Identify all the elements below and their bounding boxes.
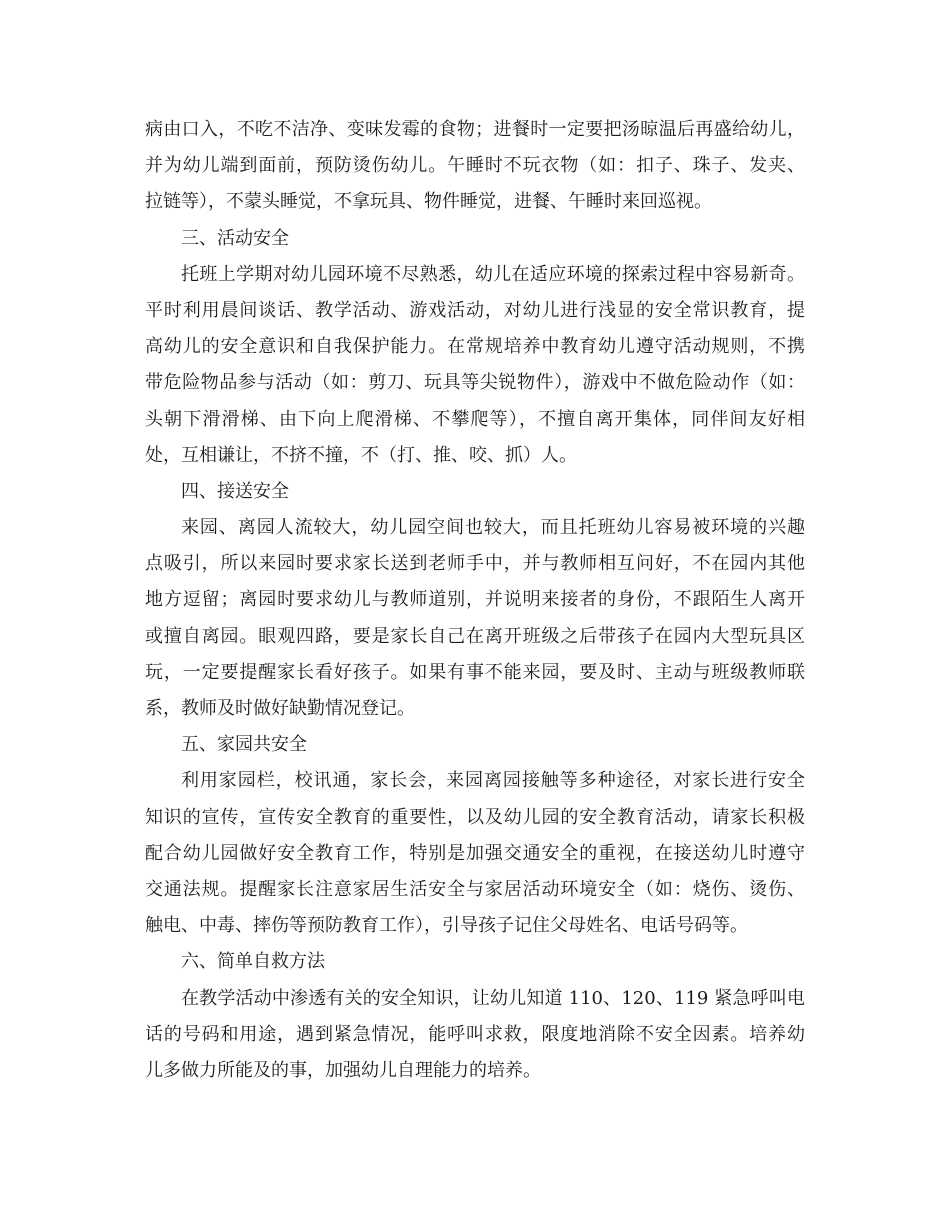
paragraph-line: 利用家园栏，校讯通，家长会，来园离园接触等多种途径，对家长进行安全: [181, 770, 805, 792]
paragraph-line: 平时利用晨间谈话、教学活动、游戏活动，对幼儿进行浅显的安全常识教育，提: [145, 299, 805, 321]
paragraph-line: 高幼儿的安全意识和自我保护能力。在常规培养中教育幼儿遵守活动规则，不携: [145, 336, 805, 358]
section-heading: 六、简单自救方法: [181, 951, 325, 973]
paragraph-line: 带危险物品参与活动（如：剪刀、玩具等尖锐物件），游戏中不做危险动作（如：: [145, 372, 805, 394]
paragraph-line: 交通法规。提醒家长注意家居生活安全与家居活动环境安全（如：烧伤、烫伤、: [145, 878, 805, 900]
paragraph-line: 配合幼儿园做好安全教育工作，特别是加强交通安全的重视，在接送幼儿时遵守: [145, 842, 805, 864]
section-heading: 五、家园共安全: [181, 734, 307, 756]
paragraph-line: 托班上学期对幼儿园环境不尽熟悉，幼儿在适应环境的探索过程中容易新奇。: [181, 263, 805, 285]
document-body: [145, 112, 805, 1089]
paragraph-line: 知识的宣传，宣传安全教育的重要性，以及幼儿园的安全教育活动，请家长积极: [145, 806, 805, 828]
paragraph-line: 话的号码和用途，遇到紧急情况，能呼叫求救，限度地消除不安全因素。培养幼: [145, 1023, 805, 1045]
paragraph-line: 系，教师及时做好缺勤情况登记。: [145, 698, 415, 719]
section-heading: 四、接送安全: [181, 480, 289, 502]
paragraph-line: 点吸引，所以来园时要求家长送到老师手中，并与教师相互问好，不在园内其他: [145, 553, 805, 575]
paragraph-line: 来园、离园人流较大，幼儿园空间也较大，而且托班幼儿容易被环境的兴趣: [181, 517, 805, 539]
paragraph-line: 拉链等），不蒙头睡觉，不拿玩具、物件睡觉，进餐、午睡时来回巡视。: [145, 191, 712, 213]
paragraph-line: 在教学活动中渗透有关的安全知识，让幼儿知道 110、120、119 紧急呼叫电: [181, 987, 805, 1009]
paragraph-line: 或擅自离园。眼观四路，要是家长自己在离开班级之后带孩子在园内大型玩具区: [145, 625, 805, 647]
paragraph-line: 处，互相谦让，不挤不撞，不（打、推、咬、抓）人。: [145, 444, 577, 466]
paragraph-line: 地方逗留；离园时要求幼儿与教师道别，并说明来接者的身份，不跟陌生人离开: [145, 589, 805, 611]
paragraph-line: 玩，一定要提醒家长看好孩子。如果有事不能来园，要及时、主动与班级教师联: [145, 661, 805, 683]
paragraph-line: 儿多做力所能及的事，加强幼儿自理能力的培养。: [145, 1059, 541, 1081]
paragraph-line: 病由口入，不吃不洁净、变味发霉的食物；进餐时一定要把汤晾温后再盛给幼儿，: [145, 119, 805, 140]
paragraph-line: 并为幼儿端到面前，预防烫伤幼儿。午睡时不玩衣物（如：扣子、珠子、发夹、: [145, 155, 805, 177]
section-heading: 三、活动安全: [181, 227, 289, 249]
paragraph-line: 头朝下滑滑梯、由下向上爬滑梯、不攀爬等），不擅自离开集体，同伴间友好相: [145, 408, 805, 430]
paragraph-line: 触电、中毒、摔伤等预防教育工作），引导孩子记住父母姓名、电话号码等。: [145, 915, 748, 937]
